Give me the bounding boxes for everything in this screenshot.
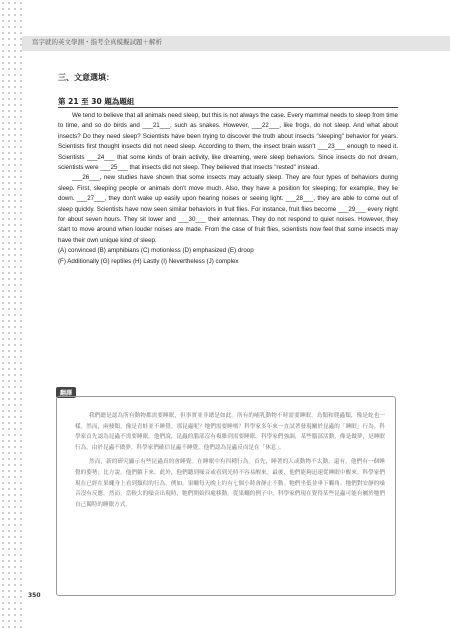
passage-heading: 第 21 至 30 題為題組 (58, 97, 135, 106)
running-head: 寫字就的英文學測・指考全真模擬試題＋解析 (32, 38, 162, 46)
translation-box (56, 396, 396, 596)
cloze-passage (58, 111, 398, 267)
answer-options (58, 246, 398, 267)
translation-label: 翻譯 (56, 387, 76, 398)
heading-underline (58, 107, 398, 108)
section-title: 三、文意選填： (58, 73, 114, 82)
page-number: 350 (28, 592, 41, 599)
options-line-2: (F) Additionally (G) reptiles (H) Lastly (I) Nevertheless (J) complex (58, 257, 239, 265)
page-edge-dots (0, 0, 22, 630)
passage-paragraph-2: ___26___, new studies have shown that some insects may actually sleep. They are four types of behaviors during sleep. First, sleeping people or animals don't move much. Also, they have a position for sleeping; for example, they lie down. ___27___, they don't wake up easily upon hearing noises or seeing light. ___28___, they are able to come out of sleep quickly. Scientists have now seen similar behaviors in fruit flies. For instance, fruit flies become ___29___ every night for about seven hours. They sit lower and ___30___ their antennas. They do not respond to quiet noises. However, they start to move around when louder noises are made. From the case of fruit flies, scientists now feel that some insects may have their own unique kind of sleep. (58, 174, 398, 244)
translation-paragraph-2: 然而，新的研究顯示有些昆蟲真的會睡覺。在睡眠中有四種行為。首先，睡著的人或動物不太動。還有，他們有一個睡覺的姿勢；比方說，他們躺下來。此外，他們聽到噪音或看到光時不容易醒來。最後，他們能夠迅速從睡眠中醒來。科學家們現在已經在果蠅身上看到類似的行為。例如，果蠅每天晚上約有七個小時會靜止不動。牠們坐低並垂下觸角。牠們對安靜的噪音沒有反應。然而，當較大的噪音出現時，牠們開始四處移動。從果蠅的例子中，科學家們現在覺得某些昆蟲可能有屬於牠們自己獨特的睡眠方式。 (75, 459, 385, 508)
translation-paragraph-1: 我們總是認為所有動物都需要睡眠，但事實並非總是如此。所有的哺乳動物不時需要睡眠，鳥類和爬蟲類，像是蛇也一樣。然而，兩棲類，像是青蛙並不睡覺。那昆蟲呢？牠們需要睡嗎？科學家多年來一直試著發現關於昆蟲的「睡眠」行為。科學家首先認為昆蟲不需要睡眠。他們說，昆蟲的腦部沒有複雜到需要睡眠。科學家們強調，某些腦部活動，像是做夢，是睡眠行為。由於昆蟲不做夢，科學家們確信昆蟲不睡覺。他們認為昆蟲反而是在「休息」。 (75, 413, 385, 451)
options-line-1: (A) convinced (B) amphibians (C) motionless (D) emphasized (E) droop (58, 247, 254, 255)
passage-paragraph-1: We tend to believe that all animals need sleep, but this is not always the case. Every mammal needs to sleep from time to time, and so do birds and ___21___, such as snakes. However, ___22___, like frogs, do not sleep. And what about insects? Do they need sleep? Scientists have been trying to discover the truth about insects "sleeping" behavior for years. Scientists first thought insects did not need sleep. According to them, the insect brain wasn't ___23___ enough to need it. Scientists ___24___ that some kinds of brain activity, like dreaming, were sleep behaviors. Since insects do not dream, scientists were ___25___ that insects did not sleep. They believed that insects "rested" instead. (58, 112, 398, 172)
